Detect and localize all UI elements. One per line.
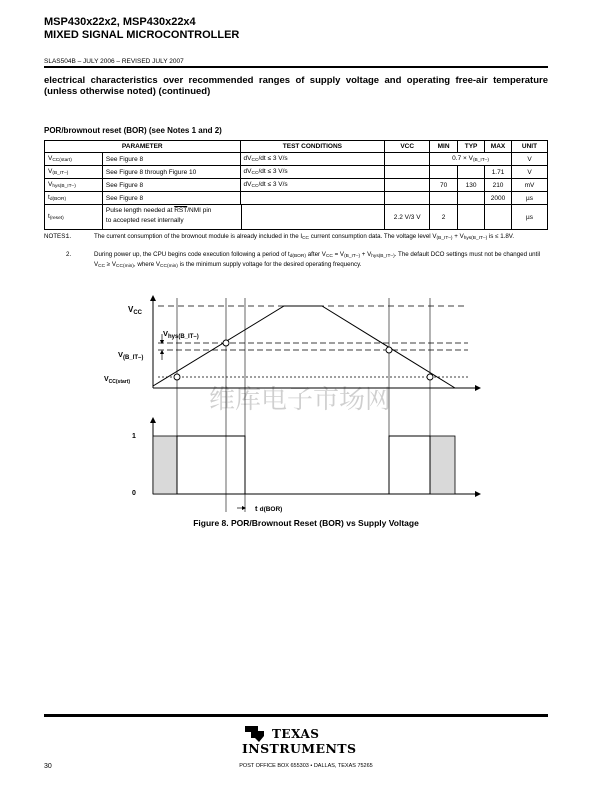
th-parameter: PARAMETER xyxy=(45,141,241,153)
crossing-marker xyxy=(427,374,433,380)
cell-unit: V xyxy=(512,153,548,166)
cell-desc: See Figure 8 xyxy=(102,192,240,205)
note-2-number: 2. xyxy=(66,251,72,258)
notes-label: NOTES: xyxy=(44,233,68,240)
cell-desc: See Figure 8 xyxy=(102,179,240,192)
footer-address: POST OFFICE BOX 655303 • DALLAS, TEXAS 75265 xyxy=(239,763,373,769)
logic-one-label: 1 xyxy=(132,433,136,440)
logo-text-instruments: INSTRUMENTS xyxy=(242,741,357,756)
vcc-start-label: $V_{CC(start)}$ xyxy=(104,376,131,385)
th-min: MIN xyxy=(430,141,458,153)
reset-pulse-left xyxy=(177,436,245,494)
cell-unit: µs xyxy=(512,205,548,230)
cell-cond: $dV_{CC}/dt \le 3$ V/s xyxy=(240,179,385,192)
ti-logo xyxy=(242,724,357,758)
cell-symbol: $t_{(reset)}$ xyxy=(45,205,103,230)
note-2-text: During power up, the CPU begins code execution following a period of $t_{d(BOR)}$ after $V_{CC} = V_{(B\_IT-)} + V_{hys(B\_IT-)}$. The default DCO settings must not be changed until $V_{CC} \ge V_{CC(min)}$, where $V_{CC(min)}$ is the minimum supply voltage for the desired operating frequency. xyxy=(94,251,541,269)
vcc-label: $V_{CC}$ xyxy=(128,305,143,316)
th-vcc: VCC xyxy=(385,141,430,153)
cell-max: 2000 xyxy=(485,192,512,205)
undefined-region-right xyxy=(430,436,455,494)
cell-symbol: $t_{d(BOR)}$ xyxy=(45,192,103,205)
th-max: MAX xyxy=(485,141,512,153)
figure-caption: Figure 8. POR/Brownout Reset (BOR) vs Supply Voltage xyxy=(193,518,419,528)
doc-header-parts: MSP430x22x2, MSP430x22x4 xyxy=(44,16,196,28)
th-unit: UNIT xyxy=(512,141,548,153)
cell-cond: $dV_{CC}/dt \le 3$ V/s xyxy=(240,166,385,179)
cell-desc: See Figure 8 through Figure 10 xyxy=(102,166,240,179)
crossing-marker xyxy=(174,374,180,380)
cell-unit: mV xyxy=(512,179,548,192)
vhys-label: $V_{hys(B\_IT-)}$ xyxy=(163,329,199,340)
cell-desc: See Figure 8 xyxy=(102,153,240,166)
section-title: electrical characteristics over recommended ranges of supply voltage and operating free-air temperature (unless otherwise noted) (continued) xyxy=(44,75,548,97)
table-title: POR/brownout reset (BOR) (see Notes 1 and 2) xyxy=(44,126,222,135)
cell-symbol: $V_{(B\_IT-)}$ xyxy=(45,166,103,179)
cell-symbol: $V_{hys(B\_IT-)}$ xyxy=(45,179,103,192)
note-1-text: The current consumption of the brownout module is already included in the $I_{CC}$ current consumption data. The voltage level $V_{(B\_IT-)} + V_{hys(B\_IT-)}$ is ≤ 1.8V. xyxy=(94,233,515,241)
crossing-marker xyxy=(386,347,392,353)
cell-unit: V xyxy=(512,166,548,179)
th-typ: TYP xyxy=(458,141,485,153)
footer-rule xyxy=(44,714,548,717)
vcc-waveform xyxy=(153,306,455,388)
cell-symbol: $V_{CC(start)}$ xyxy=(45,153,103,166)
page-number: 30 xyxy=(44,763,52,770)
logo-text-texas: TEXAS xyxy=(272,727,320,741)
crossing-marker xyxy=(223,340,229,346)
cell-typ: 130 xyxy=(458,179,485,192)
cell-cond: $dV_{CC}/dt \le 3$ V/s xyxy=(240,153,385,166)
cell-vcc: 2.2 V/3 V xyxy=(385,205,430,230)
td-bor-label: t d(BOR) xyxy=(255,504,283,513)
cell-min: 70 xyxy=(430,179,458,192)
th-test-conditions: TEST CONDITIONS xyxy=(240,141,385,153)
cell-max: 1.71 xyxy=(485,166,512,179)
reset-pulse-right xyxy=(389,436,430,494)
watermark: 维库电子市场网 xyxy=(208,385,392,415)
cell-min: 2 xyxy=(430,205,458,230)
cell-typ: $0.7 \times V_{(B\_IT-)}$ xyxy=(430,153,512,166)
doc-header-title: MIXED SIGNAL MICROCONTROLLER xyxy=(44,29,240,41)
vbit-label: $V_{(B\_IT-)}$ xyxy=(118,350,144,361)
cell-unit: µs xyxy=(512,192,548,205)
logic-zero-label: 0 xyxy=(132,490,136,497)
doc-id: SLAS504B – JULY 2006 – REVISED JULY 2007 xyxy=(44,58,184,65)
cell-desc: Pulse length needed at $\overline{RST}$/NMI pin to accepted reset internally xyxy=(102,205,384,230)
note-1-number: 1. xyxy=(66,233,72,240)
undefined-region-left xyxy=(153,436,177,494)
cell-max: 210 xyxy=(485,179,512,192)
